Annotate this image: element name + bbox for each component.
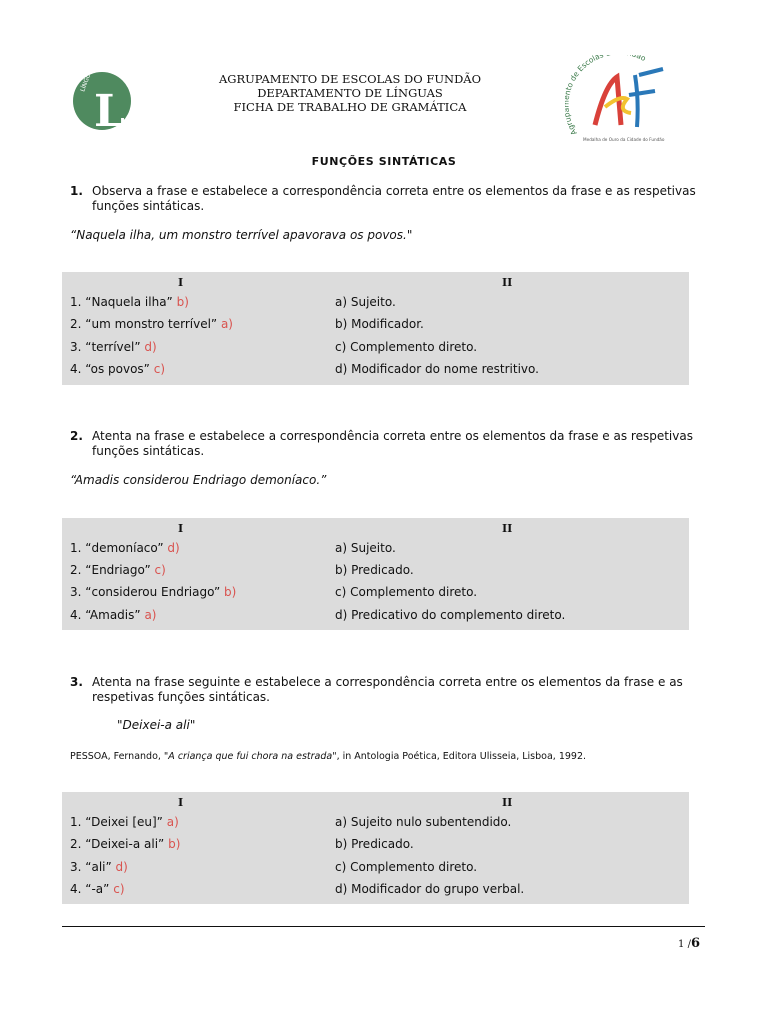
logo-languages-text: LÍNGUAS bbox=[79, 70, 95, 93]
question-text: Observa a frase e estabelece a correspondência correta entre os elementos da frase e as respetivas funções sintáticas. bbox=[92, 184, 696, 213]
table-row bbox=[62, 606, 689, 624]
reference-author: PESSOA, Fernando, " bbox=[70, 751, 169, 762]
page-title: FUNÇÕES SINTÁTICAS bbox=[311, 155, 457, 168]
question-2 bbox=[70, 429, 700, 459]
page-total: 6 bbox=[690, 936, 700, 951]
logo-tagline: Medalha de Ouro da Cidade do Fundão bbox=[583, 137, 665, 142]
row-element: 4. “-a” bbox=[70, 882, 110, 896]
column-header-i: I bbox=[178, 522, 184, 535]
row-function: b) Predicado. bbox=[335, 563, 414, 577]
school-line-1: AGRUPAMENTO DE ESCOLAS DO FUNDÃO bbox=[218, 72, 482, 86]
question-1 bbox=[70, 184, 700, 214]
question-number: 3. bbox=[70, 675, 83, 689]
logo-letter: L bbox=[94, 86, 125, 132]
row-function: b) Modificador. bbox=[335, 317, 424, 331]
matching-table-1 bbox=[62, 272, 689, 385]
row-element: 3. “terrível” bbox=[70, 340, 141, 354]
table-row bbox=[62, 835, 689, 853]
table-row bbox=[62, 880, 689, 898]
row-function: a) Sujeito nulo subentendido. bbox=[335, 815, 512, 829]
table-row bbox=[62, 583, 689, 601]
matching-table-3 bbox=[62, 792, 689, 904]
row-answer: a) bbox=[144, 608, 157, 622]
question-number: 1. bbox=[70, 184, 83, 198]
languages-logo bbox=[72, 70, 136, 132]
column-header-ii: II bbox=[502, 276, 513, 289]
reference-source: ", in Antologia Poética, Editora Ulisseia, Lisboa, 1992. bbox=[332, 751, 587, 762]
row-answer: a) bbox=[166, 815, 179, 829]
column-header-i: I bbox=[178, 796, 184, 809]
school-header bbox=[200, 72, 500, 114]
column-header-ii: II bbox=[502, 522, 513, 535]
table-row bbox=[62, 813, 689, 831]
row-function: a) Sujeito. bbox=[335, 541, 396, 555]
row-element: 1. “Naquela ilha” bbox=[70, 295, 173, 309]
question-3 bbox=[70, 675, 700, 705]
row-answer: c) bbox=[113, 882, 125, 896]
question-1-quote: “Naquela ilha, um monstro terrível apavorava os povos." bbox=[70, 228, 413, 242]
row-answer: a) bbox=[220, 317, 233, 331]
question-number: 2. bbox=[70, 429, 83, 443]
row-answer: b) bbox=[176, 295, 189, 309]
bibliographic-reference bbox=[70, 751, 586, 762]
school-line-2: DEPARTAMENTO DE LÍNGUAS bbox=[257, 86, 443, 100]
table-row bbox=[62, 338, 689, 356]
row-answer: d) bbox=[144, 340, 157, 354]
matching-table-2 bbox=[62, 518, 689, 630]
logo-mark: AeF bbox=[565, 55, 567, 56]
row-function: a) Sujeito. bbox=[335, 295, 396, 309]
row-function: d) Modificador do grupo verbal. bbox=[335, 882, 525, 896]
table-row bbox=[62, 360, 689, 378]
row-function: d) Modificador do nome restritivo. bbox=[335, 362, 539, 376]
row-element: 3. “ali” bbox=[70, 860, 112, 874]
table-row bbox=[62, 315, 689, 333]
page-current: 1 / bbox=[678, 939, 691, 950]
row-element: 2. “um monstro terrível” bbox=[70, 317, 218, 331]
question-3-quote: "Deixei-a ali" bbox=[117, 718, 196, 732]
school-line-3: FICHA DE TRABALHO DE GRAMÁTICA bbox=[233, 100, 467, 114]
row-element: 2. “Deixei-a ali” bbox=[70, 837, 165, 851]
question-2-quote: “Amadis considerou Endriago demoníaco.” bbox=[70, 473, 327, 487]
table-row bbox=[62, 858, 689, 876]
page-number bbox=[640, 936, 700, 951]
school-logo bbox=[565, 55, 675, 145]
footer-divider bbox=[62, 926, 705, 927]
question-text: Atenta na frase seguinte e estabelece a correspondência correta entre os elementos da frase e as respetivas funções sintáticas. bbox=[92, 675, 683, 704]
logo-arc-text: Agr o de Escolas ão bbox=[565, 55, 648, 137]
table-row bbox=[62, 293, 689, 311]
row-element: 2. “Endriago” bbox=[70, 563, 151, 577]
row-function: c) Complemento direto. bbox=[335, 340, 478, 354]
row-function: d) Predicativo do complemento direto. bbox=[335, 608, 566, 622]
row-element: 3. “considerou Endriago” bbox=[70, 585, 221, 599]
row-answer: b) bbox=[168, 837, 181, 851]
table-row bbox=[62, 539, 689, 557]
row-answer: c) bbox=[154, 563, 166, 577]
row-function: c) Complemento direto. bbox=[335, 585, 478, 599]
row-answer: c) bbox=[153, 362, 165, 376]
row-answer: d) bbox=[167, 541, 180, 555]
column-header-i: I bbox=[178, 276, 184, 289]
row-answer: b) bbox=[224, 585, 237, 599]
row-function: c) Complemento direto. bbox=[335, 860, 478, 874]
row-element: 1. “Deixei [eu]” bbox=[70, 815, 163, 829]
row-element: 1. “demoníaco” bbox=[70, 541, 164, 555]
reference-title: A criança que fui chora na estrada bbox=[168, 751, 333, 762]
row-element: 4. “Amadis” bbox=[70, 608, 141, 622]
question-text: Atenta na frase e estabelece a correspondência correta entre os elementos da frase e as respetivas funções sintáticas. bbox=[92, 429, 693, 458]
row-answer: d) bbox=[115, 860, 128, 874]
row-function: b) Predicado. bbox=[335, 837, 414, 851]
table-row bbox=[62, 561, 689, 579]
column-header-ii: II bbox=[502, 796, 513, 809]
row-element: 4. “os povos” bbox=[70, 362, 150, 376]
